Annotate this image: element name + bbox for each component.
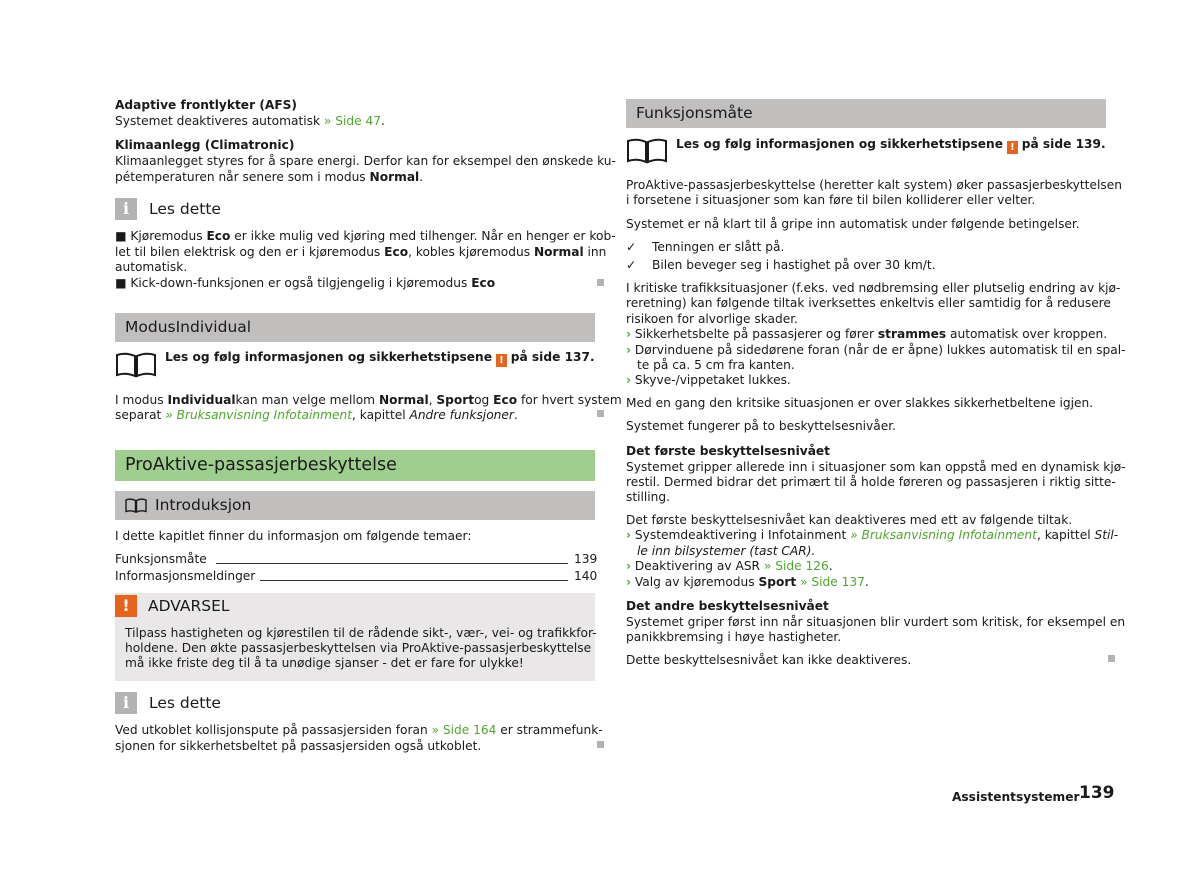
- bullet-item: › Valg av kjøremodus Sport » Side 137.: [626, 575, 869, 589]
- book-icon: [125, 498, 147, 513]
- climatronic-line-2: pétemperaturen når senere som i modus Normal.: [115, 170, 424, 184]
- warning-icon: !: [1007, 141, 1018, 154]
- level-1-para-2: Det første beskyttelsesnivået kan deaktiveres med ett av følgende tiltak.: [626, 513, 1073, 527]
- para-1-line-1: ProAktive-passasjerbeskyttelse (heretter kalt system) øker passasjerbeskyttelsen: [626, 178, 1122, 192]
- bullet-item: › Skyve-/vippetaket lukkes.: [626, 373, 791, 387]
- intro-text: I dette kapitlet finner du informasjon om følgende temaer:: [115, 529, 472, 543]
- modus-line-1: I modus Individualkan man velge mellom Normal, Sportog Eco for hvert system: [115, 393, 622, 407]
- note-line-4: ■ Kick-down-funksjonen er også tilgjengelig i kjøremodus Eco: [115, 276, 496, 290]
- afs-link[interactable]: » Side 47: [323, 114, 381, 128]
- note-line-1: ■ Kjøremodus Eco er ikke mulig ved kjøring med tilhenger. Når en henger er kob-: [115, 229, 616, 243]
- para-2: Systemet er nå klart til å gripe inn automatisk under følgende betingelser.: [626, 217, 1080, 231]
- warning-box: [115, 593, 595, 681]
- book-icon: [626, 138, 668, 164]
- level-2-title: Det andre beskyttelsesnivået: [626, 599, 829, 613]
- bullet-item: › Systemdeaktivering i Infotainment » Bruksanvisning Infotainment, kapittel Stil-: [626, 528, 1119, 542]
- warning-icon: !: [496, 354, 507, 367]
- end-marker-icon: [597, 410, 604, 417]
- note-line-2: let til bilen elektrisk og den er i kjøremodus Eco, kobles kjøremodus Normal inn: [115, 245, 607, 259]
- note-title: Les dette: [149, 694, 221, 712]
- end-marker-icon: [1108, 655, 1115, 662]
- toc-leader: [216, 563, 568, 564]
- bullet-item: › Sikkerhetsbelte på passasjerer og fører strammes automatisk over kroppen.: [626, 327, 1108, 341]
- chevron-right-icon: ›: [626, 373, 632, 387]
- bullet-item: › Dørvinduene på sidedørene foran (når de er åpne) lukkes automatisk til en spal-: [626, 343, 1126, 357]
- warning-icon: !: [115, 595, 137, 617]
- infotainment-link[interactable]: » Bruksanvisning Infotainment: [850, 528, 1037, 542]
- climatronic-title: Klimaanlegg (Climatronic): [115, 138, 295, 152]
- afs-title: Adaptive frontlykter (AFS): [115, 98, 297, 112]
- toc-page[interactable]: 140: [574, 569, 598, 583]
- check-item: ✓ Tenningen er slått på.: [626, 240, 785, 254]
- chevron-right-icon: ›: [626, 343, 632, 357]
- para-4: Med en gang den kritsike situasjonen er over slakkes sikkerhetbeltene igjen.: [626, 396, 1094, 410]
- toc-label[interactable]: Funksjonsmåte: [115, 552, 207, 566]
- bullet-item-cont: te på ca. 5 cm fra kanten.: [637, 358, 795, 372]
- chevron-right-icon: ›: [626, 559, 632, 573]
- level-1-line-2: restil. Dermed bidrar det primært til å holde føreren og passasjeren i riktig sitte-: [626, 475, 1116, 489]
- note-line-3: automatisk.: [115, 260, 188, 274]
- warning-title: ADVARSEL: [148, 597, 230, 615]
- warning-line-3: må ikke friste deg til å ta unødige sjanser - det er fare for ulykke!: [125, 656, 524, 670]
- afs-text: Systemet deaktiveres automatisk » Side 47.: [115, 114, 385, 128]
- para-3-line-1: I kritiske trafikksituasjoner (f.eks. ved nødbremsing eller plutselig endring av kjø-: [626, 281, 1121, 295]
- proaktive-heading: ProAktive-passasjerbeskyttelse: [115, 450, 595, 481]
- para-5: Systemet fungerer på to beskyttelsesnivåer.: [626, 419, 896, 433]
- chevron-right-icon: ›: [626, 327, 632, 341]
- bullet-item: › Deaktivering av ASR » Side 126.: [626, 559, 833, 573]
- note2-line-1: Ved utkoblet kollisjonspute på passasjersiden foran » Side 164 er strammefunk-: [115, 723, 603, 737]
- info-icon: i: [115, 198, 137, 220]
- footer-section-label: Assistentsystemer: [952, 790, 1080, 804]
- climatronic-line-1: Klimaanlegget styres for å spare energi. Derfor kan for eksempel den ønskede ku-: [115, 154, 616, 168]
- warning-line-2: holdene. Den økte passasjerbeskyttelsen via ProAktive-passasjerbeskyttelse: [125, 641, 592, 655]
- funksjonsmate-heading: Funksjonsmåte: [626, 99, 1106, 128]
- side-137-link[interactable]: » Side 137: [800, 575, 865, 589]
- toc-page[interactable]: 139: [574, 552, 598, 566]
- check-item: ✓ Bilen beveger seg i hastighet på over 30 km/t.: [626, 258, 936, 272]
- safety-note: Les og følg informasjonen og sikkerhetstipsene ! på side 139.: [676, 137, 1106, 153]
- checkmark-icon: ✓: [626, 240, 637, 254]
- end-marker-icon: [597, 741, 604, 748]
- book-icon: [115, 352, 157, 378]
- page-number: 139: [1079, 783, 1115, 803]
- para-1-line-2: i forsetene i situasjoner som kan føre til bilen kolliderer eller velter.: [626, 193, 1036, 207]
- para-3-line-2: reretning) kan følgende tiltak iverksettes enkeltvis eller samtidig for å redusere: [626, 296, 1111, 310]
- para-3-line-3: risikoen for alvorlige skader.: [626, 312, 799, 326]
- end-marker-icon: [597, 279, 604, 286]
- level-2-para-2: Dette beskyttelsesnivået kan ikke deaktiveres.: [626, 653, 912, 667]
- toc-label[interactable]: Informasjonsmeldinger: [115, 569, 256, 583]
- level-1-title: Det første beskyttelsesnivået: [626, 444, 831, 458]
- level-1-line-1: Systemet gripper allerede inn i situasjoner som kan oppstå med en dynamisk kjø-: [626, 460, 1126, 474]
- chevron-right-icon: ›: [626, 575, 632, 589]
- side-126-link[interactable]: » Side 126: [763, 559, 829, 573]
- modus-line-2: separat » Bruksanvisning Infotainment, kapittel Andre funksjoner.: [115, 408, 518, 422]
- side-164-link[interactable]: » Side 164: [431, 723, 497, 737]
- level-2-line-2: panikkbremsing i høye hastigheter.: [626, 630, 842, 644]
- chevron-right-icon: ›: [626, 528, 632, 542]
- infotainment-link[interactable]: » Bruksanvisning Infotainment: [165, 408, 352, 422]
- note-title: Les dette: [149, 200, 221, 218]
- introduksjon-heading: Introduksjon: [115, 491, 595, 520]
- checkmark-icon: ✓: [626, 258, 637, 272]
- bullet-item-cont: le inn bilsystemer (tast CAR).: [637, 544, 816, 558]
- level-2-line-1: Systemet griper først inn når situasjonen blir vurdert som kritisk, for eksempel en: [626, 615, 1126, 629]
- modus-individual-heading: ModusIndividual: [115, 313, 595, 342]
- toc-leader: [260, 580, 568, 581]
- note2-line-2: sjonen for sikkerhetsbeltet på passasjersiden også utkoblet.: [115, 739, 482, 753]
- modus-safety-note: Les og følg informasjonen og sikkerhetstipsene ! på side 137.: [165, 350, 595, 366]
- level-1-line-3: stilling.: [626, 490, 671, 504]
- warning-line-1: Tilpass hastigheten og kjørestilen til de rådende sikt-, vær-, vei- og trafikkfor-: [125, 626, 597, 640]
- info-icon: i: [115, 692, 137, 714]
